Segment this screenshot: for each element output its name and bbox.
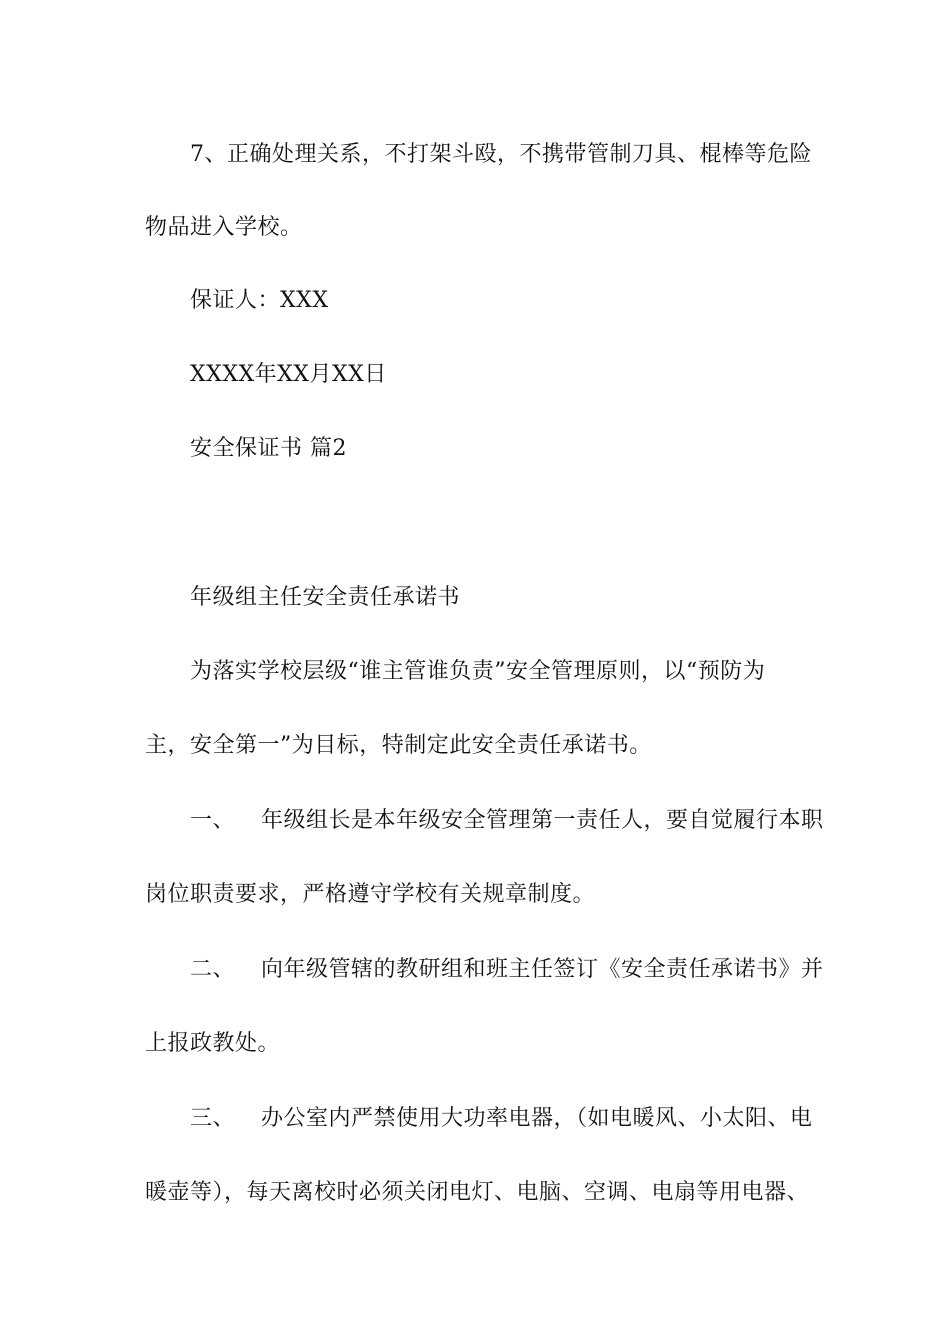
paragraph-line: 物品进入学校。 [145,215,303,240]
numbered-item-line [190,955,824,985]
paragraph-line: 为落实学校层级“谁主管谁负责”安全管理原则，以“预防为 [190,659,766,684]
date-line: XXXX年XX月XX日 [190,362,387,387]
numbered-item-line [190,806,824,836]
item-number: 一、 [190,808,236,833]
paragraph-line: 主，安全第一”为目标，特制定此安全责任承诺书。 [145,733,652,758]
item-text: 向年级管辖的教研组和班主任签订《安全责任承诺书》并 [261,957,824,982]
document-title: 年级组主任安全责任承诺书 [190,585,461,610]
paragraph-line: 岗位职责要求，严格遵守学校有关规章制度。 [145,882,596,907]
item-text: 年级组长是本年级安全管理第一责任人，要自觉履行本职 [261,808,824,833]
guarantor-line: 保证人：XXX [190,288,329,313]
paragraph-line: 上报政教处。 [145,1031,281,1056]
item-number: 二、 [190,957,236,982]
item-number: 三、 [190,1106,236,1131]
item-text: 办公室内严禁使用大功率电器，（如电暖风、小太阳、电 [261,1106,813,1131]
paragraph-line: 暖壶等），每天离校时必须关闭电灯、电脑、空调、电扇等用电器、 [145,1180,810,1205]
numbered-item-line [190,1104,813,1134]
paragraph-line: 7、正确处理关系，不打架斗殴，不携带管制刀具、棍棒等危险 [190,142,812,167]
section-heading: 安全保证书 篇2 [190,436,347,461]
